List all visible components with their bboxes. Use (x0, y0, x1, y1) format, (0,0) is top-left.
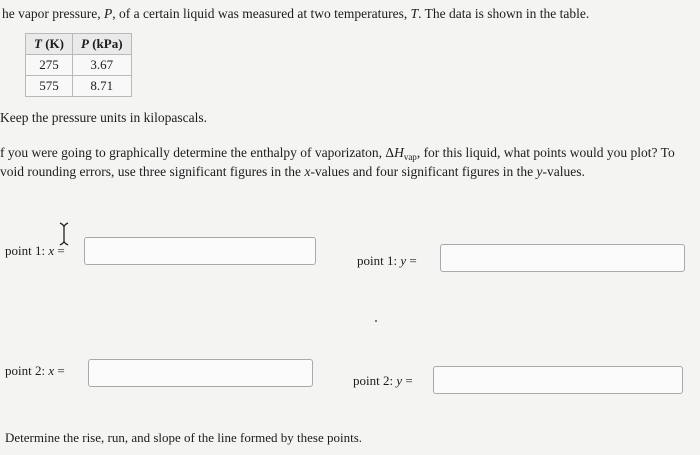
intro-var-p: P (103, 6, 113, 21)
table-row (26, 76, 132, 97)
intro-text-a: he vapor pressure, (2, 6, 104, 21)
table-header-t (26, 34, 73, 55)
prompt-line2-y: y (536, 164, 543, 179)
point2-x-label-a: point 2: (5, 363, 49, 378)
point1-x-label-b: = (54, 243, 65, 258)
prompt-line2-b: -values and four significant figures in the (310, 164, 537, 179)
keep-units-text: Keep the pressure units in kilopascals. (0, 110, 207, 125)
prompt-line1-sub: vap (403, 152, 417, 162)
point1-y-label-b: = (406, 253, 417, 268)
point2-x-label-var: x (48, 363, 55, 378)
prompt-line2-c: -values. (542, 164, 585, 179)
prompt-line1-a: f you were going to graphically determine the enthalpy of vaporizaton, Δ (0, 145, 395, 160)
data-table (25, 33, 132, 97)
point2-x-label-b: = (54, 363, 65, 378)
prompt-line-1 (0, 145, 675, 162)
table-cell: 575 (26, 76, 73, 97)
table-row (26, 55, 132, 76)
header-p-var: P (80, 36, 89, 51)
stray-dot (375, 320, 377, 322)
prompt-line1-h: H (394, 145, 404, 160)
point1-y-label-var: y (400, 253, 407, 268)
prompt-line2-a: void rounding errors, use three significant figures in the (0, 164, 305, 179)
point2-y-input[interactable] (433, 366, 683, 394)
point1-y-label (357, 253, 417, 269)
point1-y-label-a: point 1: (357, 253, 401, 268)
intro-var-t: T (410, 6, 419, 21)
prompt-line1-b: , for this liquid, what points would you plot? To (416, 145, 675, 160)
footer-text: Determine the rise, run, and slope of the line formed by these points. (5, 430, 363, 445)
table-cell: 275 (26, 55, 73, 76)
table-cell: 8.71 (72, 76, 131, 97)
point1-x-label (5, 243, 65, 259)
point2-y-label-b: = (402, 373, 413, 388)
header-t-unit: (K) (41, 36, 64, 51)
point2-x-input[interactable] (88, 359, 313, 387)
prompt-line-2 (0, 164, 585, 180)
table-header-p (72, 34, 131, 55)
header-t-var: T (34, 36, 42, 51)
point2-y-label-a: point 2: (353, 373, 397, 388)
point1-x-label-a: point 1: (5, 243, 49, 258)
point2-x-label (5, 363, 65, 379)
table-cell: 3.67 (72, 55, 131, 76)
point2-y-label (353, 373, 413, 389)
prompt-line2-x: x (304, 164, 311, 179)
intro-text-c: . The data is shown in the table. (418, 6, 590, 21)
intro-text (2, 6, 589, 22)
point1-x-label-var: x (48, 243, 55, 258)
point1-y-input[interactable] (440, 244, 685, 272)
intro-text-b: , of a certain liquid was measured at two temperatures, (112, 6, 411, 21)
point1-x-input[interactable] (84, 237, 316, 265)
point2-y-label-var: y (396, 373, 403, 388)
table-header-row (26, 34, 132, 55)
header-p-unit: (kPa) (88, 36, 123, 51)
